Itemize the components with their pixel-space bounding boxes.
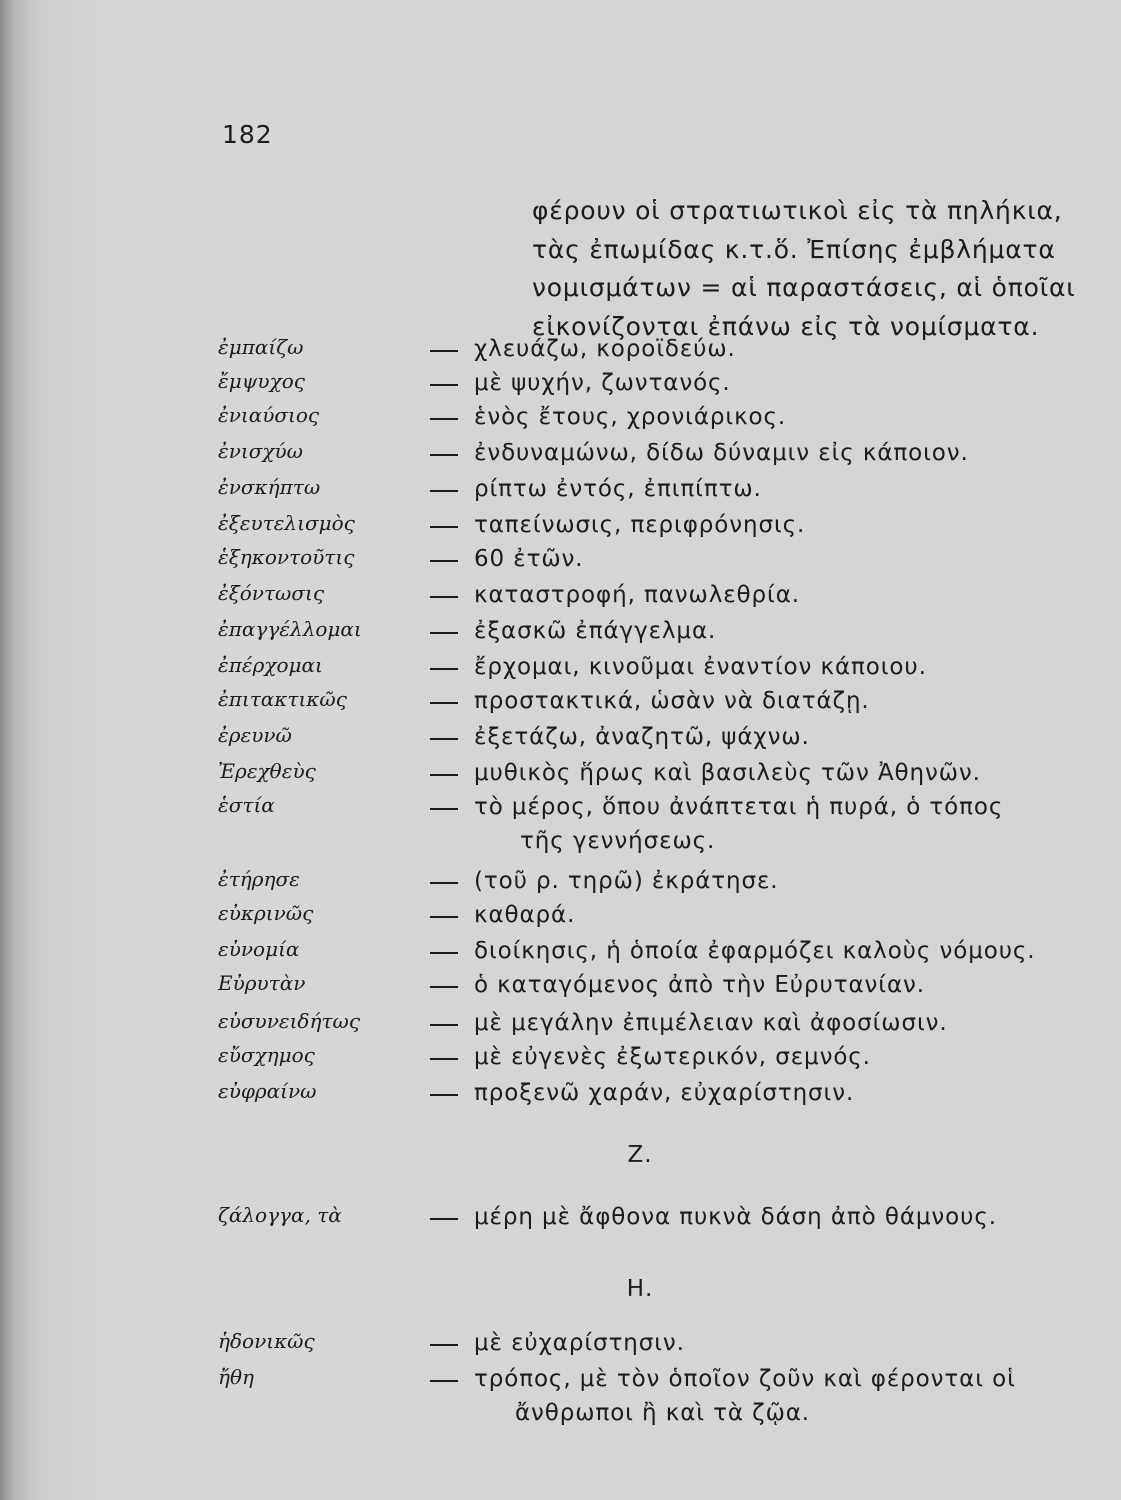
entry-headword: ἐτήρησε — [218, 867, 300, 891]
entry-definition: καθαρά. — [474, 902, 576, 928]
entry-headword: ἐνσκήπτω — [218, 475, 321, 499]
entry-dash — [430, 596, 458, 598]
section-letter-h: Η. — [626, 1276, 654, 1302]
entry-definition: τὸ μέρος, ὅπου ἀνάπτεται ἡ πυρά, ὁ τόπος — [474, 794, 1004, 820]
entry-headword: εὐφραίνω — [218, 1079, 317, 1103]
entry-dash — [430, 350, 458, 352]
entry-headword: ἐμπαίζω — [218, 335, 304, 359]
entry-definition: ὁ καταγόμενος ἀπὸ τὴν Εὐρυτανίαν. — [474, 972, 925, 998]
entry-definition: μυθικὸς ἥρως καὶ βασιλεὺς τῶν Ἀθηνῶν. — [474, 760, 981, 786]
intro-line: φέρουν οἱ στρατιωτικοὶ εἰς τὰ πηλήκια, — [532, 196, 1063, 225]
entry-definition: ἔρχομαι, κινοῦμαι ἐναντίον κάποιου. — [474, 654, 927, 680]
entry-dash — [430, 1380, 458, 1382]
entry-definition: ἐξασκῶ ἐπάγγελμα. — [474, 618, 717, 644]
entry-definition: καταστροφή, πανωλεθρία. — [474, 582, 800, 608]
entry-definition-continued: τῆς γεννήσεως. — [520, 828, 716, 854]
entry-dash — [430, 882, 458, 884]
entry-definition: μὲ εὐχαρίστησιν. — [474, 1330, 685, 1356]
entry-headword: ἐρευνῶ — [218, 723, 292, 747]
entry-definition: ταπείνωσις, περιφρόνησις. — [474, 512, 806, 538]
entry-dash — [430, 774, 458, 776]
entry-dash — [430, 490, 458, 492]
entry-definition: προστακτικά, ὡσὰν νὰ διατάζῃ. — [474, 688, 870, 714]
entry-definition: προξενῶ χαράν, εὐχαρίστησιν. — [474, 1080, 855, 1106]
entry-dash — [430, 384, 458, 386]
entry-dash — [430, 808, 458, 810]
entry-definition: χλευάζω, κοροϊδεύω. — [474, 336, 736, 362]
entry-definition: μέρη μὲ ἄφθονα πυκνὰ δάση ἀπὸ θάμνους. — [474, 1204, 997, 1230]
entry-dash — [430, 1094, 458, 1096]
entry-definition: (τοῦ ρ. τηρῶ) ἐκράτησε. — [474, 868, 779, 894]
entry-definition: μὲ ψυχήν, ζωντανός. — [474, 370, 731, 396]
entry-headword: εὔσχημος — [218, 1043, 315, 1067]
entry-dash — [430, 986, 458, 988]
entry-headword: ἔμψυχος — [218, 369, 305, 393]
entry-headword: ἐπιτακτικῶς — [218, 687, 347, 711]
entry-headword: εὐσυνειδήτως — [218, 1009, 361, 1033]
entry-definition: 60 ἐτῶν. — [474, 546, 584, 572]
entry-definition: ἐνδυναμώνω, δίδω δύναμιν εἰς κάποιον. — [474, 440, 969, 466]
entry-dash — [430, 738, 458, 740]
entry-dash — [430, 916, 458, 918]
entry-definition: ἐξετάζω, ἀναζητῶ, ψάχνω. — [474, 724, 810, 750]
entry-headword: ἐπαγγέλλομαι — [218, 617, 362, 641]
entry-headword: Ἐρεχθεὺς — [218, 759, 316, 783]
entry-definition: μὲ μεγάλην ἐπιμέλειαν καὶ ἀφοσίωσιν. — [474, 1010, 948, 1036]
intro-line: τὰς ἐπωμίδας κ.τ.ὅ. Ἐπίσης ἐμβλήματα — [532, 234, 1056, 264]
entry-dash — [430, 668, 458, 670]
entry-headword: Εὐρυτὰν — [218, 971, 306, 995]
entry-dash — [430, 418, 458, 420]
entry-headword: ἡδονικῶς — [218, 1329, 315, 1353]
intro-line: νομισμάτων = αἱ παραστάσεις, αἱ ὁποῖαι — [532, 273, 1076, 302]
section-letter-z: Ζ. — [627, 1142, 653, 1168]
entry-headword: ἐπέρχομαι — [218, 653, 323, 677]
entry-headword: ἐξόντωσις — [218, 581, 325, 605]
entry-definition-continued: ἄνθρωποι ἢ καὶ τὰ ζῷα. — [515, 1400, 811, 1426]
entry-dash — [430, 1024, 458, 1026]
entry-dash — [430, 1058, 458, 1060]
page-number: 182 — [222, 120, 273, 149]
entry-definition: διοίκησις, ἡ ὁποία ἐφαρμόζει καλοὺς νόμους. — [474, 938, 1036, 964]
entry-definition: ρίπτω ἐντός, ἐπιπίπτω. — [474, 476, 762, 502]
entry-headword: ἑστία — [218, 793, 275, 817]
entry-headword: ἑξηκοντοῦτις — [218, 545, 355, 569]
entry-definition: ἑνὸς ἔτους, χρονιάρικος. — [474, 404, 787, 430]
entry-headword: ἤθη — [218, 1365, 255, 1389]
entry-dash — [430, 560, 458, 562]
entry-dash — [430, 454, 458, 456]
entry-dash — [430, 952, 458, 954]
entry-dash — [430, 526, 458, 528]
entry-dash — [430, 632, 458, 634]
entry-dash — [430, 1218, 458, 1220]
intro-line: εἰκονίζονται ἐπάνω εἰς τὰ νομίσματα. — [532, 311, 1040, 341]
entry-headword: ἐνιαύσιος — [218, 403, 320, 427]
entry-dash — [430, 702, 458, 704]
entry-headword: εὐνομία — [218, 937, 300, 961]
entry-definition: τρόπος, μὲ τὸν ὁποῖον ζοῦν καὶ φέρονται οἱ — [474, 1366, 1016, 1392]
entry-headword: ζάλογγα, τὰ — [218, 1203, 342, 1227]
entry-definition: μὲ εὐγενὲς ἐξωτερικόν, σεμνός. — [474, 1044, 871, 1070]
entry-dash — [430, 1344, 458, 1346]
entry-headword: ἐνισχύω — [218, 439, 303, 463]
entry-headword: εὐκρινῶς — [218, 901, 314, 925]
entry-headword: ἐξευτελισμὸς — [218, 511, 355, 535]
